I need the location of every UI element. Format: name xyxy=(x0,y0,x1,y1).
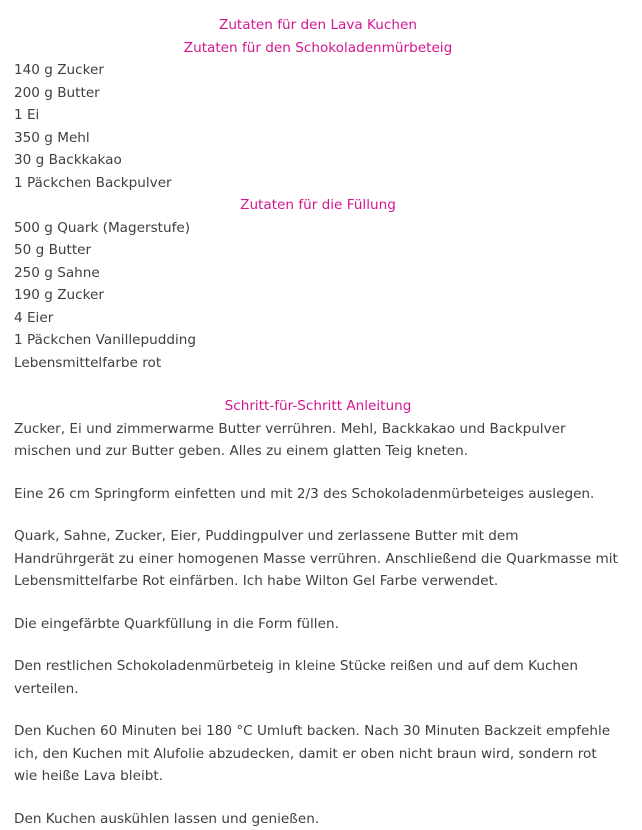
teig-ingredient-list xyxy=(14,59,622,194)
ingredient-item: 1 Päckchen Vanillepudding xyxy=(14,329,622,352)
instruction-step: Quark, Sahne, Zucker, Eier, Puddingpulver und zerlassene Butter mit dem Handrührgerät zu einer homogenen Masse verrühren. Anschließend die Quarkmasse mit Lebensmittelfarbe Rot einfärben. Ich habe Wilton Gel Farbe verwendet. xyxy=(14,525,622,593)
instruction-step: Die eingefärbte Quarkfüllung in die Form füllen. xyxy=(14,613,622,636)
instruction-steps xyxy=(14,418,622,830)
ingredient-item: 250 g Sahne xyxy=(14,262,622,285)
section-spacer xyxy=(14,374,622,395)
ingredient-item: 1 Ei xyxy=(14,104,622,127)
instruction-step: Den restlichen Schokoladenmürbeteig in kleine Stücke reißen und auf dem Kuchen verteilen. xyxy=(14,655,622,700)
ingredient-item: 4 Eier xyxy=(14,307,622,330)
fuellung-ingredient-list xyxy=(14,217,622,375)
ingredient-item: 1 Päckchen Backpulver xyxy=(14,172,622,195)
ingredient-item: 200 g Butter xyxy=(14,82,622,105)
instruction-step: Den Kuchen auskühlen lassen und genießen. xyxy=(14,808,622,830)
ingredient-item: 190 g Zucker xyxy=(14,284,622,307)
instruction-step: Zucker, Ei und zimmerwarme Butter verrühren. Mehl, Backkakao und Backpulver mischen und zur Butter geben. Alles zu einem glatten Teig kneten. xyxy=(14,418,622,463)
ingredient-item: 30 g Backkakao xyxy=(14,149,622,172)
ingredient-item: 350 g Mehl xyxy=(14,127,622,150)
heading-schokoladenmuerbeteig: Zutaten für den Schokoladenmürbeteig xyxy=(14,37,622,60)
ingredient-item: 140 g Zucker xyxy=(14,59,622,82)
heading-fuellung: Zutaten für die Füllung xyxy=(14,194,622,217)
heading-anleitung: Schritt-für-Schritt Anleitung xyxy=(14,395,622,418)
ingredient-item: Lebensmittelfarbe rot xyxy=(14,352,622,375)
ingredient-item: 500 g Quark (Magerstufe) xyxy=(14,217,622,240)
instruction-step: Eine 26 cm Springform einfetten und mit 2/3 des Schokoladenmürbeteiges auslegen. xyxy=(14,483,622,506)
instruction-step: Den Kuchen 60 Minuten bei 180 °C Umluft backen. Nach 30 Minuten Backzeit empfehle ich, den Kuchen mit Alufolie abzudecken, damit er oben nicht braun wird, sondern rot wie heiße Lava bleibt. xyxy=(14,720,622,788)
heading-lava-kuchen: Zutaten für den Lava Kuchen xyxy=(14,14,622,37)
ingredient-item: 50 g Butter xyxy=(14,239,622,262)
